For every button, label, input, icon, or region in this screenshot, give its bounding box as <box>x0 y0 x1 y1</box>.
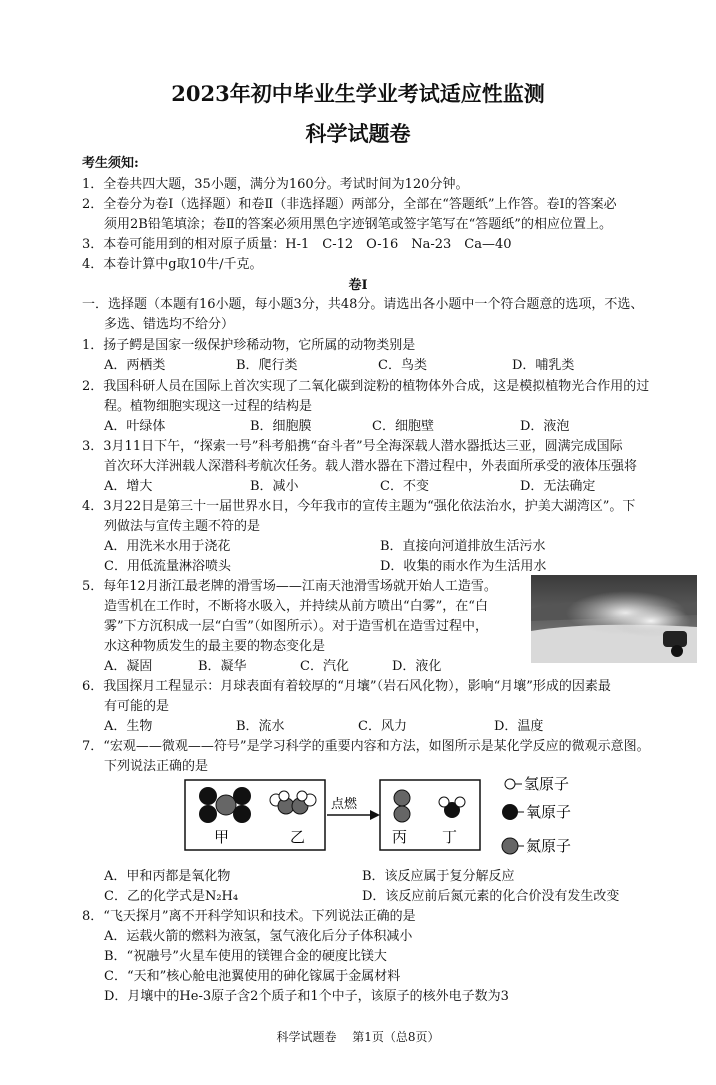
q6-option-a: A．生物 <box>104 719 153 734</box>
reaction-diagram <box>180 770 600 860</box>
q7-option-a: A．甲和丙都是氧化物 <box>104 869 231 884</box>
question-3-stem: 3．3月11日下午，“探索一号”科考船携“奋斗者”号全海深载人潜水器抵达三亚，圆满完成国际 <box>82 439 623 454</box>
q3-option-c: C．不变 <box>380 479 429 494</box>
question-6-stem-cont: 有可能的是 <box>104 699 170 714</box>
q3-option-d: D．无法确定 <box>520 479 596 494</box>
molecule-bing <box>394 790 410 822</box>
q5-option-b: B．凝华 <box>198 659 247 674</box>
question-5-stem-cont-2: 雾”下方沉积成一层“白雪”（如图所示）。对于造雪机在造雪过程中， <box>104 619 488 634</box>
molecule-ding <box>439 797 465 818</box>
q7-option-d: D．该反应前后氮元素的化合价没有发生改变 <box>362 889 620 904</box>
q5-option-c: C．汽化 <box>300 659 349 674</box>
q4-option-b: B．直接向河道排放生活污水 <box>380 539 546 554</box>
q1-option-c: C．鸟类 <box>378 358 427 373</box>
section-heading: 卷Ⅰ <box>348 278 368 293</box>
footer-page-number: 第1页（总8页） <box>352 1030 440 1044</box>
q2-option-b: B．细胞膜 <box>250 419 312 434</box>
notice-item-3: 3．本卷可能用到的相对原子质量：H-1 C-12 O-16 Na-23 Ca—40 <box>82 237 512 252</box>
q4-option-d: D．收集的雨水作为生活用水 <box>380 559 547 574</box>
q6-option-b: B．流水 <box>236 719 285 734</box>
q8-option-a: A．运载火箭的燃料为液氢，氢气液化后分子体积减小 <box>104 929 413 944</box>
q2-option-d: D．液泡 <box>520 419 570 434</box>
q8-option-d: D．月壤中的He-3原子含2个质子和1个中子，该原子的核外电子数为3 <box>104 989 509 1004</box>
notice-heading: 考生须知: <box>82 156 139 171</box>
label-jia: 甲 <box>214 828 230 846</box>
notice-item-2: 2．全卷分为卷Ⅰ（选择题）和卷Ⅱ（非选择题）两部分，全部在“答题纸”上作答。卷Ⅰ的答案必 <box>82 197 617 212</box>
q7-option-b: B．该反应属于复分解反应 <box>362 869 515 884</box>
q4-option-a: A．用洗米水用于浇花 <box>104 539 231 554</box>
footer-paper-name: 科学试题卷 <box>276 1030 337 1044</box>
legend-oxygen: 氧原子 <box>526 803 572 821</box>
q1-option-a: A．两栖类 <box>104 358 166 373</box>
question-2-stem: 2．我国科研人员在国际上首次实现了二氧化碳到淀粉的植物体外合成，这是模拟植物光合作用的过 <box>82 379 650 394</box>
label-ding: 丁 <box>442 828 458 846</box>
question-5-stem-cont-3: 水这种物质发生的最主要的物态变化是 <box>104 639 326 654</box>
label-yi: 乙 <box>290 828 306 846</box>
exam-subtitle: 科学试题卷 <box>305 121 411 146</box>
molecule-jia <box>199 787 251 823</box>
question-1-stem: 1．扬子鳄是国家一级保护珍稀动物，它所属的动物类别是 <box>82 338 416 353</box>
notice-item-2-cont: 须用2B铅笔填涂；卷Ⅱ的答案必须用黑色字迹钢笔或签字笔写在“答题纸”的相应位置上。 <box>104 217 612 232</box>
arrow-label: 点燃 <box>331 797 358 812</box>
q5-option-a: A．凝固 <box>104 659 153 674</box>
q8-option-b: B．“祝融号”火星车使用的镁锂合金的硬度比镁大 <box>104 949 387 964</box>
exam-title: 2023年初中毕业生学业考试适应性监测 <box>171 81 545 106</box>
legend-nitrogen: 氮原子 <box>526 837 572 855</box>
part1-instructions: 一．选择题（本题有16小题，每小题3分，共48分。请选出各小题中一个符合题意的选项，不选、 <box>82 297 644 312</box>
question-5-stem: 5．每年12月浙江最老牌的滑雪场——江南天池滑雪场就开始人工造雪。 <box>82 579 497 594</box>
q7-option-c: C．乙的化学式是N₂H₄ <box>104 889 239 904</box>
page-footer <box>0 1028 716 1045</box>
q5-option-d: D．液化 <box>392 659 442 674</box>
molecule-yi <box>270 791 316 814</box>
legend-hydrogen: 氢原子 <box>524 775 570 793</box>
part1-instructions-cont: 多选、错选均不给分） <box>104 317 235 332</box>
question-7-stem: 7．“宏观——微观——符号”是学习科学的重要内容和方法，如图所示是某化学反应的微观示意图。 <box>82 739 650 754</box>
legend <box>502 775 571 855</box>
notice-item-4: 4．本卷计算中g取10牛/千克。 <box>82 257 263 272</box>
label-bing: 丙 <box>392 828 408 846</box>
q8-option-c: C．“天和”核心舱电池翼使用的砷化镓属于金属材料 <box>104 969 401 984</box>
q1-option-d: D．哺乳类 <box>512 358 575 373</box>
question-4-stem-cont: 列做法与宣传主题不符的是 <box>104 519 261 534</box>
question-6-stem: 6．我国探月工程显示：月球表面有着较厚的“月壤”（岩石风化物），影响“月壤”形成的因素最 <box>82 679 611 694</box>
question-3-stem-cont: 首次环大洋洲载人深潜科考航次任务。载人潜水器在下潜过程中，外表面所承受的液体压强将 <box>104 459 638 474</box>
q1-option-b: B．爬行类 <box>236 358 298 373</box>
q2-option-a: A．叶绿体 <box>104 419 166 434</box>
question-8-stem: 8．“飞天探月”离不开科学知识和技术。下列说法正确的是 <box>82 909 416 924</box>
snow-machine-photo <box>531 575 697 663</box>
q3-option-b: B．减小 <box>250 479 299 494</box>
q3-option-a: A．增大 <box>104 479 153 494</box>
q6-option-c: C．风力 <box>358 719 407 734</box>
question-2-stem-cont: 程。植物细胞实现这一过程的结构是 <box>104 399 313 414</box>
question-7-stem-cont: 下列说法正确的是 <box>104 759 209 774</box>
question-4-stem: 4．3月22日是第三十一届世界水日，今年我市的宣传主题为“强化依法治水，护美大湖湾区”。下 <box>82 499 636 514</box>
question-5-stem-cont-1: 造雪机在工作时，不断将水吸入，并持续从前方喷出“白雾”，在“白 <box>104 599 488 614</box>
notice-item-1: 1．全卷共四大题，35小题，满分为160分。考试时间为120分钟。 <box>82 177 469 192</box>
q4-option-c: C．用低流量淋浴喷头 <box>104 559 231 574</box>
q6-option-d: D．温度 <box>494 719 544 734</box>
q2-option-c: C．细胞壁 <box>372 419 434 434</box>
